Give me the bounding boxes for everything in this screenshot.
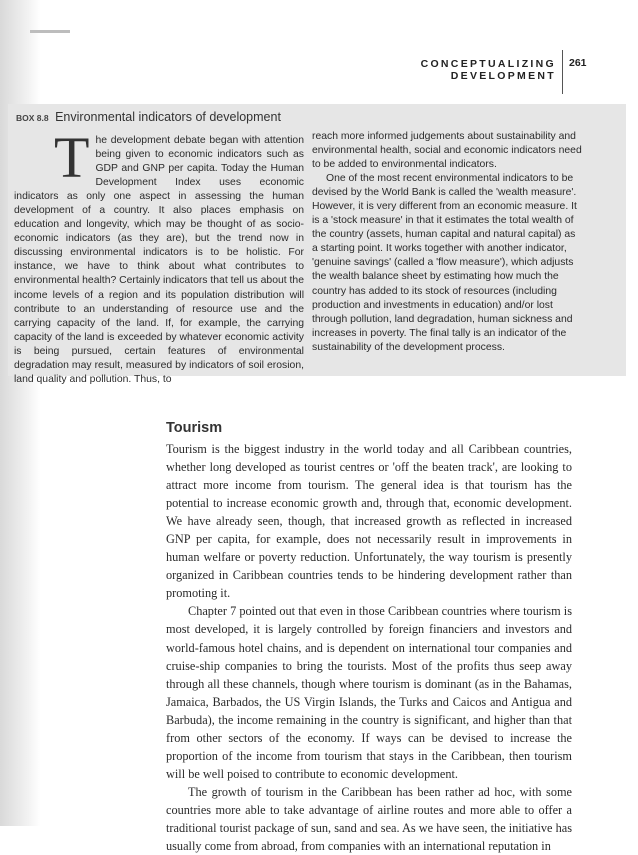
crop-mark	[30, 30, 70, 33]
body-text	[166, 440, 572, 855]
header-divider	[562, 50, 563, 94]
body-paragraph-3: The growth of tourism in the Caribbean has been rather ad hoc, with some countries more able to take advantage of airline routes and more able to offer a traditional tourist package of sun, sand and sea. As we have seen, the initiative has usually come from abroad, from companies with an international reputation in	[166, 784, 572, 854]
box-title	[16, 110, 281, 124]
page-number: 261	[569, 57, 587, 69]
body-paragraph-2: Chapter 7 pointed out that even in those Caribbean countries where tourism is most developed, it is largely controlled by foreign financiers and investors and world-famous hotel chains, and is dependent on international tour companies and cruise-ship companies to bring the tourists. Most of the profits thus seep away through all these channels, though where tourism is dominant (as in the Bahamas, Jamaica, Barbados, the US Virgin Islands, the Turks and Caicos and Antigua and Barbuda), the income remaining in the country is significant, and higher than that from other sectors of the economy. If ways can be devised to increase the proportion of the income from tourism that stays in the Caribbean, then tourism will be well poised to contribute to economic development.	[166, 604, 572, 781]
box-right-column	[312, 130, 584, 355]
box-number: BOX 8.8	[16, 113, 49, 123]
section-heading: Tourism	[166, 420, 223, 436]
body-paragraph-1: Tourism is the biggest industry in the world today and all Caribbean countries, whether long developed as tourist centres or 'off the beaten track', are looking to attract more income from tourism. The general idea is that tourism has the potential to increase economic growth and, through that, economic development. We have already seen, though, that increased growth as reflected in increased GNP per capita, for example, does not necessarily result in improvements in human welfare or poverty reduction. Unfortunately, the way tourism is presently organized in Caribbean countries tends to be hindering development rather than promoting it.	[166, 442, 572, 601]
drop-cap: T	[54, 125, 90, 190]
box-left-text: he development debate began with attention being given to economic indicators such as GDP and GNP per capita. Today the Human Development Index uses economic indicators as only one aspect in assessing the human development of a country. It also places emphasis on education and longevity, which may be thought of as socio-economic indicators (as they are), but the trend now in discussing environmental indicators is to be holistic. For instance, we have to think about what contributes to environmental health? Certainly indicators that tell us about the income levels of a region and its population distribution will contribute to an understanding of resource use and the carrying capacity of the land. If, for example, the carrying capacity of the land is exceeded by whatever economic activity is being pursued, certain features of environmental degradation may result, measured by indicators of soil erosion, land quality and pollution. Thus, to	[14, 135, 304, 385]
box-title-text: Environmental indicators of development	[55, 110, 281, 124]
box-left-column	[14, 125, 304, 387]
box-right-paragraph-2: One of the most recent environmental indicators to be devised by the World Bank is called the 'wealth measure'. However, it is very different from an economic measure. It is a 'stock measure' in that it estimates the total wealth of the country (assets, human capital and natural capital) as a starting point. It works together with another indicator, 'genuine savings' (called a 'flow measure'), which adjusts the wealth balance sheet by estimating how much the country has added to its stock of resources (including production and investments in education) and/or lost through pollution, land degradation, human sickness and increases in poverty. The final tally is an indicator of the sustainability of the development process.	[312, 173, 577, 353]
running-head: CONCEPTUALIZING DEVELOPMENT	[420, 58, 556, 82]
box-right-paragraph-1: reach more informed judgements about sustainability and environmental health, social and economic indicators need to be added to environmental indicators.	[312, 131, 582, 171]
